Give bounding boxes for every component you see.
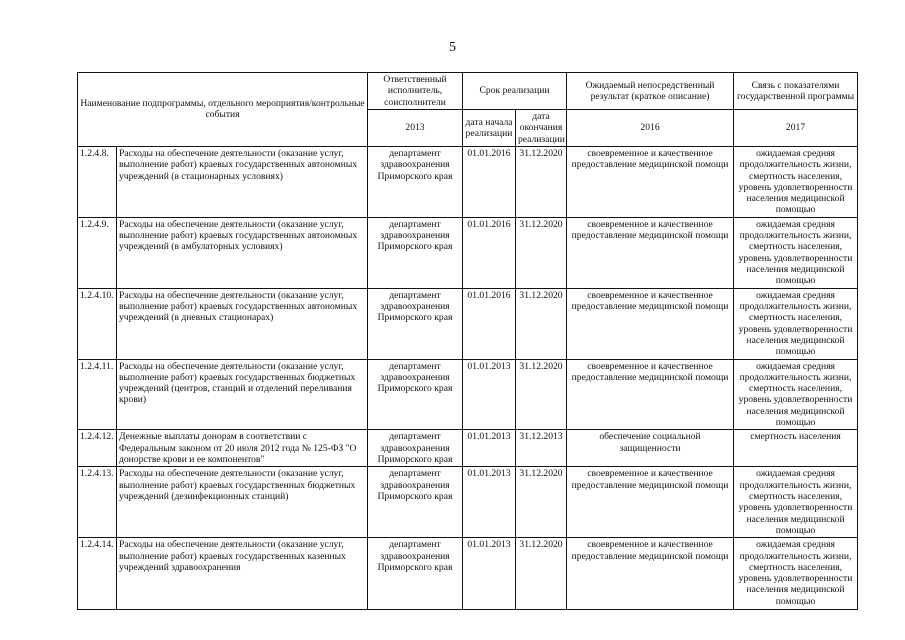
row-link: ожидаемая средняя продолжительность жизни, смертность населения, уровень удовлетворенности населения медицинской помощью [734, 146, 858, 217]
row-start: 01.01.2016 [463, 217, 516, 288]
row-link: смертность населения [734, 430, 858, 467]
header-executor: Ответственный исполнитель, соисполнители [368, 73, 463, 110]
header-start-date: дата начала реализации [463, 109, 516, 146]
table-row [78, 217, 858, 288]
table-row [78, 430, 858, 467]
row-start: 01.01.2013 [463, 467, 516, 538]
row-end: 31.12.2020 [516, 146, 567, 217]
row-executor: департамент здравоохранения Приморского края [368, 467, 463, 538]
header-executor-year: 2013 [368, 109, 463, 146]
row-number: 1.2.4.11. [78, 359, 117, 430]
row-result: своевременное и качественное предоставление медицинской помощи [567, 217, 734, 288]
header-term: Срок реализации [463, 73, 567, 110]
row-link: ожидаемая средняя продолжительность жизни, смертность населения, уровень удовлетворенности населения медицинской помощью [734, 217, 858, 288]
page-number: 5 [449, 40, 456, 55]
row-end: 31.12.2020 [516, 467, 567, 538]
row-executor: департамент здравоохранения Приморского края [368, 359, 463, 430]
row-name: Расходы на обеспечение деятельности (оказание услуг, выполнение работ) краевых государственных автономных учреждений (в дневных стационарах) [117, 288, 368, 359]
row-number: 1.2.4.9. [78, 217, 117, 288]
row-result: своевременное и качественное предоставление медицинской помощи [567, 146, 734, 217]
table-row [78, 538, 858, 610]
row-name: Расходы на обеспечение деятельности (оказание услуг, выполнение работ) краевых государственных автономных учреждений (в амбулаторных условиях) [117, 217, 368, 288]
row-name: Расходы на обеспечение деятельности (оказание услуг, выполнение работ) краевых государственных бюджетных учреждений (центров, станций и отделений переливания крови) [117, 359, 368, 430]
row-result: обеспечение социальной защищенности [567, 430, 734, 467]
row-start: 01.01.2013 [463, 538, 516, 610]
row-end: 31.12.2020 [516, 288, 567, 359]
row-executor: департамент здравоохранения Приморского края [368, 538, 463, 610]
header-result-year: 2016 [567, 109, 734, 146]
row-name: Расходы на обеспечение деятельности (оказание услуг, выполнение работ) краевых государственных казенных учреждений здравоохранения [117, 538, 368, 610]
header-name: Наименование подпрограммы, отдельного мероприятия/контрольные события [78, 73, 368, 147]
row-number: 1.2.4.13. [78, 467, 117, 538]
row-number: 1.2.4.10. [78, 288, 117, 359]
header-result: Ожидаемый непосредственный результат (краткое описание) [567, 73, 734, 110]
table-row [78, 288, 858, 359]
row-executor: департамент здравоохранения Приморского края [368, 288, 463, 359]
row-result: своевременное и качественное предоставление медицинской помощи [567, 288, 734, 359]
row-end: 31.12.2013 [516, 430, 567, 467]
row-link: ожидаемая средняя продолжительность жизни, смертность населения, уровень удовлетворенности населения медицинской помощью [734, 467, 858, 538]
table-row [78, 359, 858, 430]
row-result: своевременное и качественное предоставление медицинской помощи [567, 538, 734, 610]
row-link: ожидаемая средняя продолжительность жизни, смертность населения, уровень удовлетворенности населения медицинской помощью [734, 288, 858, 359]
program-table [77, 72, 858, 610]
row-start: 01.01.2016 [463, 146, 516, 217]
header-end-date: дата окончания реализации [516, 109, 567, 146]
row-number: 1.2.4.14. [78, 538, 117, 610]
row-number: 1.2.4.12. [78, 430, 117, 467]
header-link: Связь с показателями государственной программы [734, 73, 858, 110]
row-result: своевременное и качественное предоставление медицинской помощи [567, 359, 734, 430]
row-end: 31.12.2020 [516, 359, 567, 430]
row-end: 31.12.2020 [516, 538, 567, 610]
row-name: Денежные выплаты донорам в соответствии с Федеральным законом от 20 июля 2012 года № 125-ФЗ "О донорстве крови и ее компонентов" [117, 430, 368, 467]
row-name: Расходы на обеспечение деятельности (оказание услуг, выполнение работ) краевых государственных бюджетных учреждений (дезинфекционных станций) [117, 467, 368, 538]
row-executor: департамент здравоохранения Приморского края [368, 430, 463, 467]
header-link-year: 2017 [734, 109, 858, 146]
row-result: своевременное и качественное предоставление медицинской помощи [567, 467, 734, 538]
row-executor: департамент здравоохранения Приморского края [368, 146, 463, 217]
row-start: 01.01.2016 [463, 288, 516, 359]
row-number: 1.2.4.8. [78, 146, 117, 217]
table-row [78, 146, 858, 217]
row-end: 31.12.2020 [516, 217, 567, 288]
table-row [78, 467, 858, 538]
row-start: 01.01.2013 [463, 430, 516, 467]
row-executor: департамент здравоохранения Приморского края [368, 217, 463, 288]
row-link: ожидаемая средняя продолжительность жизни, смертность населения, уровень удовлетворенности населения медицинской помощью [734, 538, 858, 610]
row-name: Расходы на обеспечение деятельности (оказание услуг, выполнение работ) краевых государственных автономных учреждений (в стационарных условиях) [117, 146, 368, 217]
row-start: 01.01.2013 [463, 359, 516, 430]
row-link: ожидаемая средняя продолжительность жизни, смертность населения, уровень удовлетворенности населения медицинской помощью [734, 359, 858, 430]
